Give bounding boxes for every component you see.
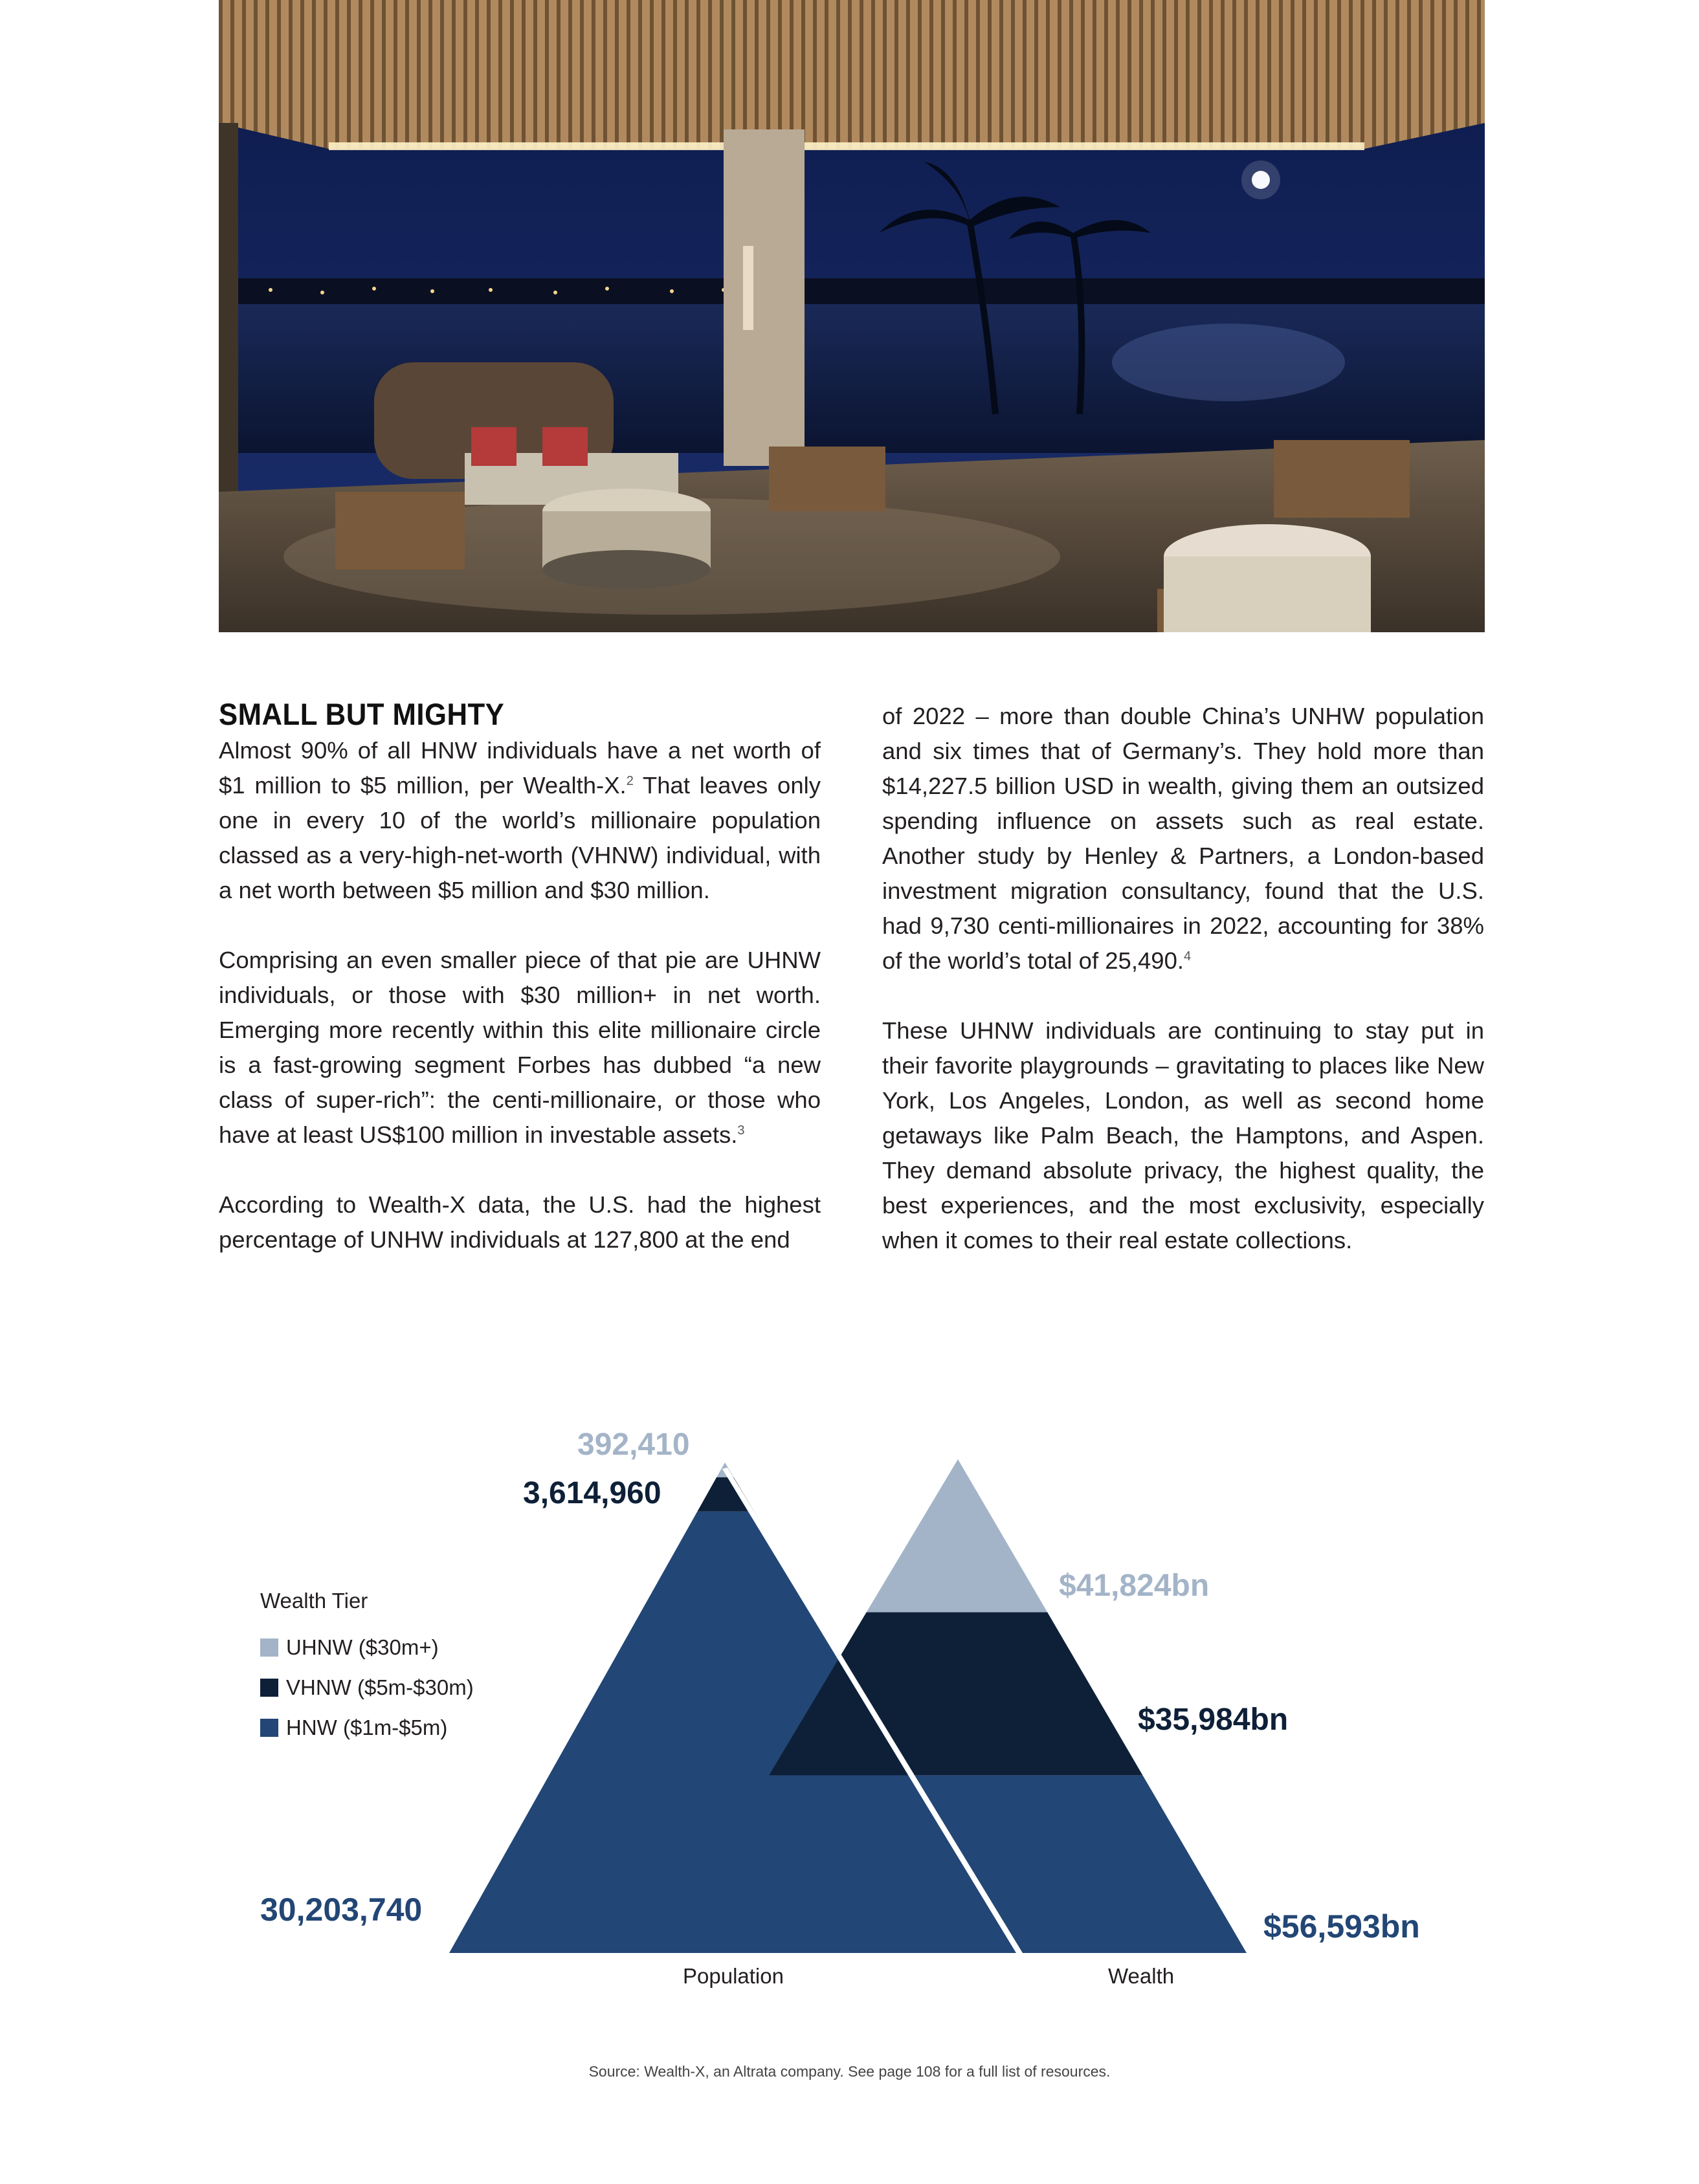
wealth-label-uhnw: $41,824bn [1059,1569,1210,1603]
wealth-label-vhnw: $35,984bn [1138,1703,1289,1737]
legend-label-hnw: HNW ($1m-$5m) [286,1715,448,1739]
paragraph-3-text-cont: of 2022 – more than double China’s UNHW population and six times that of Germany’s. They hold more than $14,227.5 billion USD in wealth, giving them an outsized spending influence on assets such as real estate. Another study by Henley & Partners, a London-based investment migration consultancy, found that the U.S. had 9,730 centi-millionaires in 2022, accounting for 38% of the world’s total of 25,490. [882,703,1484,974]
article-column-right [882,699,1484,1293]
population-label-uhnw: 392,410 [577,1428,690,1462]
paragraph-3-start [219,1187,821,1257]
paragraph-3-cont [882,699,1484,978]
legend-title: Wealth Tier [260,1589,368,1613]
paragraph-4 [882,1013,1484,1258]
wealth-label-hnw: $56,593bn [1263,1908,1420,1945]
footnote-ref-4: 4 [1184,949,1192,964]
paragraph-1-text-a: Almost 90% of all HNW individuals have a net worth of $1 million to $5 million, per Wealth-X. [219,737,821,799]
wealth-bar-uhnw [867,1459,1048,1613]
footnote-ref-3: 3 [737,1123,745,1138]
legend-item-vhnw [260,1668,474,1708]
source-note: Source: Wealth-X, an Altrata company. See page 108 for a full list of resources. [588,2063,1111,2080]
article-column-left [219,696,821,1292]
population-label-vhnw: 3,614,960 [523,1476,661,1510]
section-heading: SMALL BUT MIGHTY [219,697,505,731]
paragraph-1-text-b: That leaves only one in every 10 of the world’s millionaire population classed as a very-high-net-worth (VHNW) individual, with a net worth between $5 million and $30 million. [219,772,821,903]
legend-label-vhnw: VHNW ($5m-$30m) [286,1675,474,1699]
paragraph-4-text: These UHNW individuals are continuing to stay put in their favorite playgrounds – gravitating to places like New York, Los Angeles, London, as well as second home getaways like Palm Beach, the Hamptons, and Aspen. They demand absolute privacy, the highest quality, the best experiences, and the most exclusivity, especially when it comes to their real estate collections. [882,1017,1484,1253]
wealth-pyramid-chart [0,1411,1699,2045]
legend-swatch-hnw [260,1719,278,1737]
legend-label-uhnw: UHNW ($30m+) [286,1635,439,1659]
legend-item-uhnw [260,1627,474,1668]
footnote-ref-2: 2 [626,773,634,788]
night-terrace-illustration [219,0,1485,632]
population-label-hnw: 30,203,740 [260,1892,423,1928]
legend-item-hnw [260,1708,474,1748]
axis-label-wealth: Wealth [1108,1964,1175,1988]
paragraph-1 [219,733,821,908]
legend-swatch-uhnw [260,1638,278,1657]
legend-swatch-vhnw [260,1679,278,1697]
chart-legend [260,1589,474,1748]
hero-photo [219,0,1485,632]
axis-label-population: Population [683,1964,784,1988]
paragraph-3-text: According to Wealth-X data, the U.S. had the highest percentage of UNHW individuals at 127,800 at the end [219,1191,821,1253]
paragraph-2 [219,943,821,1153]
paragraph-2-text: Comprising an even smaller piece of that pie are UHNW individuals, or those with $30 million+ in net worth. Emerging more recently within this elite millionaire circle is a fast-growing segment Forbes has dubbed “a new class of super-rich”: the centi-millionaire, or those who have at least US$100 million in investable assets. [219,947,821,1148]
